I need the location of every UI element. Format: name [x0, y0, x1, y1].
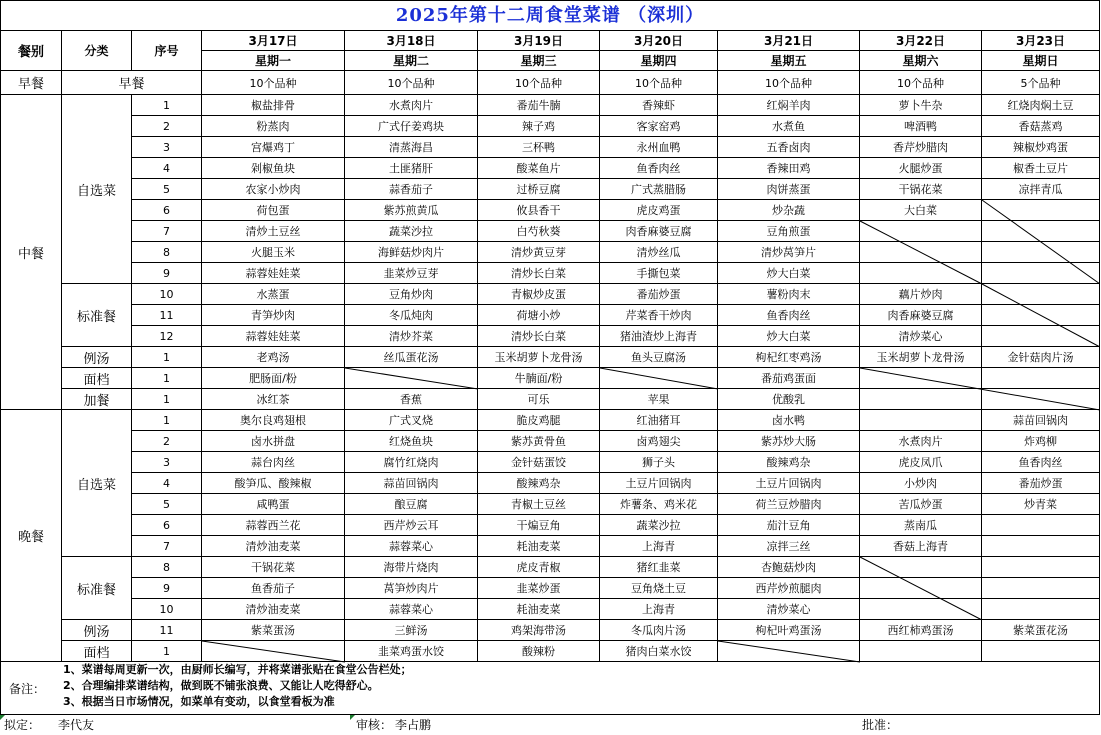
header-weekday: 星期三 — [478, 51, 600, 71]
menu-cell: 椒盐排骨 — [202, 95, 345, 116]
menu-cell: 咸鸭蛋 — [202, 494, 345, 515]
menu-cell: 农家小炒肉 — [202, 179, 345, 200]
menu-cell: 红烧鱼块 — [345, 431, 478, 452]
menu-cell: 蒜蓉娃娃菜 — [202, 326, 345, 347]
menu-cell: 蒜蓉西兰花 — [202, 515, 345, 536]
menu-cell: 香辣虾 — [600, 95, 718, 116]
menu-cell: 大白菜 — [860, 200, 982, 221]
menu-cell: 青椒土豆丝 — [478, 494, 600, 515]
menu-cell — [860, 641, 982, 662]
row-index: 7 — [132, 221, 202, 242]
row-index: 10 — [132, 599, 202, 620]
menu-cell: 水煮肉片 — [345, 95, 478, 116]
notes-lines — [63, 662, 412, 710]
menu-cell: 香菇上海青 — [860, 536, 982, 557]
menu-cell: 冬瓜肉片汤 — [600, 620, 718, 641]
header-date: 3月19日 — [478, 31, 600, 51]
header-weekday: 星期六 — [860, 51, 982, 71]
menu-cell: 紫菜蛋汤 — [202, 620, 345, 641]
menu-cell — [860, 389, 982, 410]
menu-cell: 5个品种 — [982, 71, 1100, 95]
menu-cell — [860, 410, 982, 431]
menu-cell: 狮子头 — [600, 452, 718, 473]
menu-cell: 水蒸蛋 — [202, 284, 345, 305]
category-optional: 自选菜 — [62, 410, 132, 557]
reviewer-label: 审核： — [356, 718, 393, 732]
header-index: 序号 — [132, 31, 202, 71]
meal-dinner: 晚餐 — [0, 410, 62, 662]
menu-cell: 冬瓜炖肉 — [345, 305, 478, 326]
notes-section — [0, 660, 1100, 715]
menu-cell: 番茄牛腩 — [478, 95, 600, 116]
menu-cell: 虎皮鸡蛋 — [600, 200, 718, 221]
meal-lunch: 中餐 — [0, 95, 62, 410]
header-weekday: 星期一 — [202, 51, 345, 71]
menu-cell: 广式蒸腊肠 — [600, 179, 718, 200]
category-soup: 例汤 — [62, 347, 132, 368]
row-index: 11 — [132, 620, 202, 641]
menu-cell: 韭菜炒蛋 — [478, 578, 600, 599]
menu-cell: 鱼香肉丝 — [600, 158, 718, 179]
menu-cell — [982, 221, 1100, 242]
row-index: 8 — [132, 242, 202, 263]
approver-label: 批准： — [862, 718, 899, 732]
menu-cell: 炒大白菜 — [718, 263, 860, 284]
menu-cell: 萝卜牛杂 — [860, 95, 982, 116]
header-weekday: 星期四 — [600, 51, 718, 71]
header-date: 3月20日 — [600, 31, 718, 51]
menu-cell — [982, 557, 1100, 578]
menu-cell: 剁椒鱼块 — [202, 158, 345, 179]
menu-cell: 10个品种 — [478, 71, 600, 95]
menu-cell — [860, 599, 982, 620]
menu-cell: 杏鲍菇炒肉 — [718, 557, 860, 578]
row-index: 2 — [132, 431, 202, 452]
menu-cell: 土豆片回锅肉 — [600, 473, 718, 494]
category-extra: 加餐 — [62, 389, 132, 410]
menu-cell: 猪红韭菜 — [600, 557, 718, 578]
menu-cell: 苦瓜炒蛋 — [860, 494, 982, 515]
menu-cell: 蒸南瓜 — [860, 515, 982, 536]
menu-cell: 虎皮青椒 — [478, 557, 600, 578]
menu-cell: 荷塘小炒 — [478, 305, 600, 326]
menu-cell: 上海青 — [600, 599, 718, 620]
menu-cell — [860, 242, 982, 263]
menu-cell: 金针菇蛋饺 — [478, 452, 600, 473]
menu-cell — [982, 326, 1100, 347]
menu-cell: 紫苏煎黄瓜 — [345, 200, 478, 221]
header-category: 分类 — [62, 31, 132, 71]
row-index: 5 — [132, 179, 202, 200]
row-index: 1 — [132, 347, 202, 368]
menu-cell: 莴笋炒肉片 — [345, 578, 478, 599]
row-index: 2 — [132, 116, 202, 137]
menu-cell: 紫菜蛋花汤 — [982, 620, 1100, 641]
menu-cell: 土豆片回锅肉 — [718, 473, 860, 494]
menu-cell: 清炒菜心 — [718, 599, 860, 620]
menu-cell — [982, 536, 1100, 557]
cell-comment-marker — [350, 715, 355, 720]
menu-cell: 干锅花菜 — [202, 557, 345, 578]
menu-cell: 清炒菜心 — [860, 326, 982, 347]
menu-cell: 广式叉烧 — [345, 410, 478, 431]
menu-cell: 腐竹红烧肉 — [345, 452, 478, 473]
menu-cell — [860, 557, 982, 578]
meal-breakfast: 早餐 — [0, 71, 62, 95]
menu-cell — [982, 578, 1100, 599]
menu-cell: 清炒长白菜 — [478, 326, 600, 347]
menu-cell — [600, 368, 718, 389]
menu-cell: 清炒土豆丝 — [202, 221, 345, 242]
row-index: 1 — [132, 410, 202, 431]
category-standard: 标准餐 — [62, 284, 132, 347]
menu-cell: 薯粉肉末 — [718, 284, 860, 305]
menu-cell: 金针菇肉片汤 — [982, 347, 1100, 368]
drafter-name: 李代友 — [58, 718, 95, 732]
row-index: 1 — [132, 389, 202, 410]
menu-cell: 猪油渣炒上海青 — [600, 326, 718, 347]
menu-cell: 韭菜炒豆芽 — [345, 263, 478, 284]
menu-cell: 10个品种 — [718, 71, 860, 95]
menu-cell: 清炒长白菜 — [478, 263, 600, 284]
menu-cell: 炒大白菜 — [718, 326, 860, 347]
menu-cell: 茄汁豆角 — [718, 515, 860, 536]
menu-cell: 青笋炒肉 — [202, 305, 345, 326]
menu-cell: 三杯鸭 — [478, 137, 600, 158]
menu-cell: 五香卤肉 — [718, 137, 860, 158]
menu-cell: 玉米胡萝卜龙骨汤 — [478, 347, 600, 368]
category-breakfast: 早餐 — [62, 71, 202, 95]
menu-cell: 干锅花菜 — [860, 179, 982, 200]
menu-cell: 辣椒炒鸡蛋 — [982, 137, 1100, 158]
category-optional: 自选菜 — [62, 95, 132, 284]
menu-cell: 紫苏黄骨鱼 — [478, 431, 600, 452]
menu-cell: 蔬菜沙拉 — [345, 221, 478, 242]
menu-cell: 酸辣鸡杂 — [478, 473, 600, 494]
menu-cell: 番茄炒蛋 — [600, 284, 718, 305]
menu-cell: 紫苏炒大肠 — [718, 431, 860, 452]
menu-cell: 水煮鱼 — [718, 116, 860, 137]
menu-cell: 小炒肉 — [860, 473, 982, 494]
row-index: 4 — [132, 158, 202, 179]
menu-cell: 清炒黄豆芽 — [478, 242, 600, 263]
menu-cell: 海带片烧肉 — [345, 557, 478, 578]
menu-cell: 冰红茶 — [202, 389, 345, 410]
menu-cell: 苹果 — [600, 389, 718, 410]
menu-cell — [982, 641, 1100, 662]
menu-cell: 西芹炒煎腿肉 — [718, 578, 860, 599]
menu-cell: 鱼香茄子 — [202, 578, 345, 599]
menu-cell: 丝瓜蛋花汤 — [345, 347, 478, 368]
row-index: 9 — [132, 263, 202, 284]
menu-cell: 永州血鸭 — [600, 137, 718, 158]
menu-cell: 炒青菜 — [982, 494, 1100, 515]
menu-cell: 优酸乳 — [718, 389, 860, 410]
note-line: 1、菜谱每周更新一次，由厨师长编写，并将菜谱张贴在食堂公告栏处； — [63, 663, 412, 676]
menu-cell: 酸辣粉 — [478, 641, 600, 662]
menu-cell: 鸡架海带汤 — [478, 620, 600, 641]
menu-cell: 宫爆鸡丁 — [202, 137, 345, 158]
category-soup: 例汤 — [62, 620, 132, 641]
menu-cell: 豆角炒肉 — [345, 284, 478, 305]
menu-cell: 10个品种 — [202, 71, 345, 95]
menu-cell: 番茄鸡蛋面 — [718, 368, 860, 389]
menu-cell: 可乐 — [478, 389, 600, 410]
menu-cell — [202, 641, 345, 662]
menu-cell: 清炒丝瓜 — [600, 242, 718, 263]
menu-cell: 凉拌青瓜 — [982, 179, 1100, 200]
row-index: 1 — [132, 641, 202, 662]
row-index: 12 — [132, 326, 202, 347]
menu-cell — [860, 368, 982, 389]
menu-cell: 蔬菜沙拉 — [600, 515, 718, 536]
header-date: 3月22日 — [860, 31, 982, 51]
menu-cell: 蒜蓉娃娃菜 — [202, 263, 345, 284]
menu-cell: 蒜香茄子 — [345, 179, 478, 200]
header-date: 3月17日 — [202, 31, 345, 51]
row-index: 5 — [132, 494, 202, 515]
category-noodle: 面档 — [62, 368, 132, 389]
menu-cell: 海鲜菇炒肉片 — [345, 242, 478, 263]
menu-cell: 番茄炒蛋 — [982, 473, 1100, 494]
menu-cell: 肉香麻婆豆腐 — [860, 305, 982, 326]
menu-cell: 卤水拼盘 — [202, 431, 345, 452]
row-index: 8 — [132, 557, 202, 578]
menu-cell: 猪肉白菜水饺 — [600, 641, 718, 662]
row-index: 1 — [132, 368, 202, 389]
menu-cell — [982, 515, 1100, 536]
menu-cell: 西芹炒云耳 — [345, 515, 478, 536]
menu-cell: 肉香麻婆豆腐 — [600, 221, 718, 242]
menu-cell: 干煸豆角 — [478, 515, 600, 536]
menu-cell — [982, 200, 1100, 221]
menu-cell: 啤酒鸭 — [860, 116, 982, 137]
menu-cell — [982, 242, 1100, 263]
menu-cell: 豆角煎蛋 — [718, 221, 860, 242]
menu-cell: 荷包蛋 — [202, 200, 345, 221]
menu-cell: 韭菜鸡蛋水饺 — [345, 641, 478, 662]
menu-cell: 酸笋瓜、酸辣椒 — [202, 473, 345, 494]
menu-cell — [982, 368, 1100, 389]
menu-cell — [860, 221, 982, 242]
signature-footer — [0, 715, 1100, 735]
menu-cell: 酿豆腐 — [345, 494, 478, 515]
menu-cell: 火腿炒蛋 — [860, 158, 982, 179]
menu-cell: 粉蒸肉 — [202, 116, 345, 137]
menu-cell: 香辣田鸡 — [718, 158, 860, 179]
menu-cell: 蒜台肉丝 — [202, 452, 345, 473]
menu-cell: 香蕉 — [345, 389, 478, 410]
menu-cell: 土匪猪肝 — [345, 158, 478, 179]
menu-cell: 耗油麦菜 — [478, 536, 600, 557]
menu-cell: 虎皮凤爪 — [860, 452, 982, 473]
menu-cell: 卤鸡翅尖 — [600, 431, 718, 452]
menu-cell: 红焖羊肉 — [718, 95, 860, 116]
menu-cell: 蒜苗回锅肉 — [345, 473, 478, 494]
menu-cell: 过桥豆腐 — [478, 179, 600, 200]
menu-cell: 香芹炒腊肉 — [860, 137, 982, 158]
row-index: 10 — [132, 284, 202, 305]
menu-cell: 卤水鸭 — [718, 410, 860, 431]
menu-cell: 鱼香肉丝 — [982, 452, 1100, 473]
menu-cell: 清蒸海昌 — [345, 137, 478, 158]
menu-cell: 椒香土豆片 — [982, 158, 1100, 179]
menu-cell: 炸薯条、鸡米花 — [600, 494, 718, 515]
menu-cell: 肥肠面/粉 — [202, 368, 345, 389]
menu-cell: 上海青 — [600, 536, 718, 557]
menu-cell — [860, 263, 982, 284]
menu-cell: 豆角烧土豆 — [600, 578, 718, 599]
menu-cell: 酸菜鱼片 — [478, 158, 600, 179]
menu-cell: 耗油麦菜 — [478, 599, 600, 620]
menu-cell: 脆皮鸡腿 — [478, 410, 600, 431]
menu-cell: 清炒油麦菜 — [202, 599, 345, 620]
menu-cell: 广式仔姜鸡块 — [345, 116, 478, 137]
menu-cell: 枸杞叶鸡蛋汤 — [718, 620, 860, 641]
row-index: 6 — [132, 200, 202, 221]
row-index: 9 — [132, 578, 202, 599]
menu-cell: 清炒莴笋片 — [718, 242, 860, 263]
menu-cell: 白芍秋葵 — [478, 221, 600, 242]
row-index: 3 — [132, 137, 202, 158]
menu-cell: 西红柿鸡蛋汤 — [860, 620, 982, 641]
menu-cell: 芹菜香干炒肉 — [600, 305, 718, 326]
menu-cell: 水煮肉片 — [860, 431, 982, 452]
row-index: 11 — [132, 305, 202, 326]
note-line: 2、合理编排菜谱结构，做到既不铺张浪费、又能让人吃得舒心。 — [63, 679, 379, 692]
header-weekday: 星期日 — [982, 51, 1100, 71]
menu-cell: 鱼头豆腐汤 — [600, 347, 718, 368]
menu-cell: 客家窑鸡 — [600, 116, 718, 137]
menu-cell: 藕片炒肉 — [860, 284, 982, 305]
header-date: 3月21日 — [718, 31, 860, 51]
menu-cell: 10个品种 — [860, 71, 982, 95]
title-frame — [0, 0, 1100, 31]
row-index: 6 — [132, 515, 202, 536]
menu-cell: 火腿玉米 — [202, 242, 345, 263]
menu-cell: 玉米胡萝卜龙骨汤 — [860, 347, 982, 368]
menu-cell: 鱼香肉丝 — [718, 305, 860, 326]
menu-cell: 红油猪耳 — [600, 410, 718, 431]
menu-cell — [982, 599, 1100, 620]
menu-cell: 牛腩面/粉 — [478, 368, 600, 389]
reviewer-name: 李占鹏 — [395, 718, 432, 732]
menu-cell — [718, 641, 860, 662]
notes-label: 备注： — [9, 682, 46, 696]
menu-cell — [982, 305, 1100, 326]
menu-cell: 手撕包菜 — [600, 263, 718, 284]
menu-cell: 蒜蓉菜心 — [345, 599, 478, 620]
menu-cell: 枸杞红枣鸡汤 — [718, 347, 860, 368]
note-line: 3、根据当日市场情况，如菜单有变动，以食堂看板为准 — [63, 695, 335, 708]
header-weekday: 星期五 — [718, 51, 860, 71]
menu-cell: 炒杂蔬 — [718, 200, 860, 221]
menu-cell — [982, 389, 1100, 410]
page-title: 2025年第十二周食堂菜谱 （深圳） — [395, 5, 705, 26]
header-date: 3月18日 — [345, 31, 478, 51]
menu-cell: 辣子鸡 — [478, 116, 600, 137]
row-index: 7 — [132, 536, 202, 557]
menu-cell — [345, 368, 478, 389]
menu-cell: 青椒炒皮蛋 — [478, 284, 600, 305]
menu-cell: 老鸡汤 — [202, 347, 345, 368]
menu-cell — [860, 578, 982, 599]
menu-cell: 肉饼蒸蛋 — [718, 179, 860, 200]
header-weekday: 星期二 — [345, 51, 478, 71]
header-meal: 餐别 — [0, 31, 62, 71]
header-date: 3月23日 — [982, 31, 1100, 51]
row-index: 3 — [132, 452, 202, 473]
menu-cell: 红烧肉焖土豆 — [982, 95, 1100, 116]
drafter-label: 拟定： — [4, 718, 41, 732]
menu-cell: 三鲜汤 — [345, 620, 478, 641]
menu-cell: 蒜蓉菜心 — [345, 536, 478, 557]
row-index: 1 — [132, 95, 202, 116]
category-standard: 标准餐 — [62, 557, 132, 620]
menu-cell: 清炒芥菜 — [345, 326, 478, 347]
menu-cell: 荷兰豆炒腊肉 — [718, 494, 860, 515]
menu-cell: 香菇蒸鸡 — [982, 116, 1100, 137]
menu-cell — [982, 263, 1100, 284]
menu-cell: 攸县香干 — [478, 200, 600, 221]
menu-cell: 凉拌三丝 — [718, 536, 860, 557]
menu-cell: 清炒油麦菜 — [202, 536, 345, 557]
category-noodle: 面档 — [62, 641, 132, 662]
menu-cell — [982, 284, 1100, 305]
menu-cell: 奥尔良鸡翅根 — [202, 410, 345, 431]
menu-cell: 炸鸡柳 — [982, 431, 1100, 452]
menu-cell: 10个品种 — [345, 71, 478, 95]
menu-cell: 蒜苗回锅肉 — [982, 410, 1100, 431]
menu-cell: 酸辣鸡杂 — [718, 452, 860, 473]
row-index: 4 — [132, 473, 202, 494]
menu-cell: 10个品种 — [600, 71, 718, 95]
